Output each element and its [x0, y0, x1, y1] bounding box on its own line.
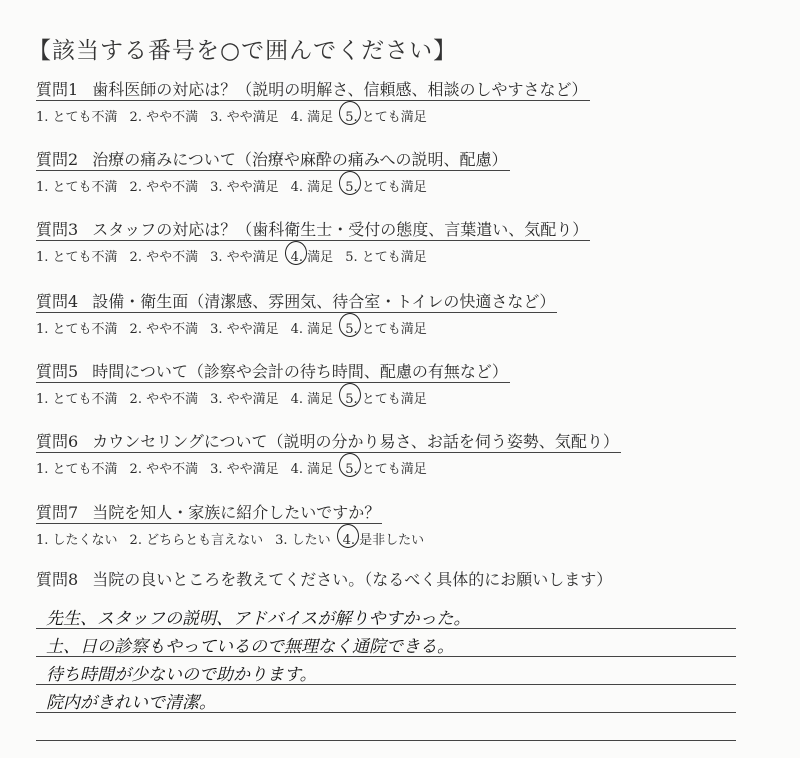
question-text: 時間について（診察や会計の待ち時間、配慮の有無など）: [92, 362, 508, 381]
question-heading: [36, 292, 557, 313]
answer-options: [36, 246, 590, 265]
answer-option[interactable]: 5. とても満足: [345, 458, 427, 477]
question-number: 質問2: [36, 150, 79, 169]
question-heading: [36, 80, 590, 101]
answer-option[interactable]: 2. どちらとも言えない: [129, 533, 264, 548]
answer-option[interactable]: 1. とても不満: [36, 392, 118, 407]
handwritten-answer: 院内がきれいで清潔。: [46, 693, 216, 713]
answer-line: [36, 712, 736, 741]
question-text: カウンセリングについて（説明の分かり易さ、お話を伺う姿勢、気配り）: [92, 432, 619, 451]
question-number: 質問8: [36, 570, 79, 589]
question-text: 当院を知人・家族に紹介したいですか？: [92, 503, 381, 522]
answer-option[interactable]: 2. やや不満: [129, 462, 199, 477]
question-number: 質問6: [36, 432, 79, 451]
answer-options: [36, 318, 557, 337]
answer-option[interactable]: 2. やや不満: [129, 250, 199, 265]
question-4: [36, 292, 557, 337]
answer-option[interactable]: 5. とても満足: [345, 106, 427, 125]
answer-option[interactable]: 1. とても不満: [36, 250, 118, 265]
selection-circle-icon: [337, 524, 359, 548]
answer-option[interactable]: 4. 満足: [291, 246, 334, 265]
answer-option[interactable]: 3. やや満足: [210, 180, 279, 195]
answer-option[interactable]: 2. やや不満: [129, 322, 199, 337]
question-text: 治療の痛みについて（治療や麻酔の痛みへの説明、配慮）: [92, 150, 508, 169]
answer-option[interactable]: 1. とても不満: [36, 110, 118, 125]
question-5: [36, 362, 510, 407]
answer-option[interactable]: 1. とても不満: [36, 180, 118, 195]
answer-line: [36, 628, 736, 657]
answer-options: [36, 176, 510, 195]
question-text: 歯科医師の対応は？（説明の明解さ、信頼感、相談のしやすさなど）: [92, 80, 588, 99]
answer-options: [36, 106, 590, 125]
question-3: [36, 220, 590, 265]
answer-option[interactable]: 4. 満足: [290, 392, 334, 407]
answer-option[interactable]: 3. やや満足: [210, 392, 279, 407]
answer-option[interactable]: 1. とても不満: [36, 462, 118, 477]
question-number: 質問5: [36, 362, 79, 381]
answer-option[interactable]: 5. とても満足: [345, 176, 427, 195]
question-7: [36, 503, 436, 548]
answer-option[interactable]: 5. とても満足: [345, 250, 427, 265]
answer-option[interactable]: 2. やや不満: [129, 110, 199, 125]
question-heading: [36, 150, 510, 171]
question-text: 設備・衛生面（清潔感、雰囲気、待合室・トイレの快適さなど）: [92, 292, 556, 311]
answer-option[interactable]: 1. したくない: [36, 533, 118, 548]
question-number: 質問1: [36, 80, 79, 99]
answer-line: [36, 684, 736, 713]
question-number: 質問7: [36, 503, 79, 522]
question-heading: [36, 220, 590, 241]
answer-line: [36, 600, 736, 629]
handwritten-answer: 先生、スタッフの説明、アドバイスが解りやすかった。: [46, 609, 471, 629]
question-heading: [36, 432, 621, 453]
answer-option[interactable]: 5. とても満足: [345, 388, 427, 407]
answer-options: [36, 529, 436, 548]
answer-options: [36, 388, 510, 407]
answer-option[interactable]: 4. 満足: [290, 110, 334, 125]
question-heading: [36, 362, 510, 383]
answer-line: [36, 656, 736, 685]
answer-option[interactable]: 4. 満足: [290, 322, 334, 337]
question-number: 質問4: [36, 292, 79, 311]
answer-option[interactable]: 2. やや不満: [129, 392, 199, 407]
selection-circle-icon: [285, 241, 307, 265]
answer-option[interactable]: 3. やや満足: [210, 322, 279, 337]
handwritten-answer: 待ち時間が少ないので助かります。: [46, 665, 317, 685]
question-8: [36, 570, 614, 590]
answer-option[interactable]: 4. 満足: [290, 180, 334, 195]
question-6: [36, 432, 621, 477]
answer-option[interactable]: 3. やや満足: [210, 110, 279, 125]
question-number: 質問3: [36, 220, 79, 239]
question-1: [36, 80, 590, 125]
answer-option[interactable]: 5. とても満足: [345, 318, 427, 337]
answer-option[interactable]: 3. したい: [275, 533, 331, 548]
answer-option[interactable]: 2. やや不満: [129, 180, 199, 195]
answer-option[interactable]: 3. やや満足: [210, 462, 279, 477]
question-2: [36, 150, 510, 195]
answer-options: [36, 458, 621, 477]
handwritten-answer: 土、日の診察もやっているので無理なく通院できる。: [46, 637, 454, 657]
question-heading: [36, 503, 382, 524]
answer-option[interactable]: 4. 満足: [290, 462, 334, 477]
answer-option[interactable]: 4. 是非したい: [343, 529, 425, 548]
question-text: スタッフの対応は？（歯科衛生士・受付の態度、言葉遣い、気配り）: [92, 220, 589, 239]
answer-option[interactable]: 3. やや満足: [210, 250, 279, 265]
page-title: 【該当する番号を○で囲んでください】: [28, 38, 458, 64]
answer-option[interactable]: 1. とても不満: [36, 322, 118, 337]
question-text: 当院の良いところを教えてください。（なるべく具体的にお願いします）: [92, 570, 613, 589]
